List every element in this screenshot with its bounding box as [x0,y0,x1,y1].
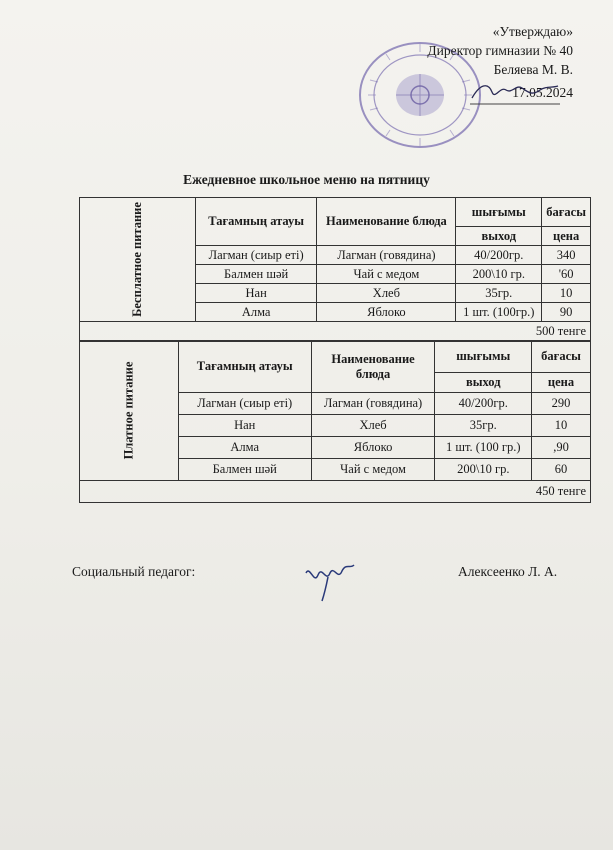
approval-name: Беляева М. В. [493,62,573,77]
dish-name-kz: Лагман (сиыр еті) [195,246,317,265]
dish-name-ru: Хлеб [311,415,435,437]
dish-name-kz: Балмен шәй [178,459,311,481]
dish-name-kz: Алма [178,437,311,459]
dish-name-kz: Балмен шәй [195,265,317,284]
teacher-signature-icon [300,555,360,603]
free-meals-table [79,197,591,342]
dish-name-kz: Нан [195,284,317,303]
header-price-ru: цена [542,227,591,246]
free-section-label: Бесплатное питание [129,202,144,317]
paid-section-label: Платное питание [121,361,136,460]
dish-price: 340 [542,246,591,265]
header-price-kz: бағасы [532,341,591,373]
header-out-ru: выход [435,373,532,393]
header-out-ru: выход [456,227,542,246]
dish-price: 60 [532,459,591,481]
dish-price: '60 [542,265,591,284]
dish-name-kz: Нан [178,415,311,437]
footer-name: Алексеенко Л. А. [458,564,558,579]
header-out-kz: шығымы [435,341,532,373]
header-price-kz: бағасы [542,198,591,227]
dish-output: 40/200гр. [456,246,542,265]
dish-name-ru: Чай с медом [311,459,435,481]
header-name-ru: Наименование блюда [317,198,456,246]
approval-position: Директор гимназии № 40 [427,43,573,58]
director-signature-icon [470,78,560,106]
dish-output: 35гр. [435,415,532,437]
dish-name-ru: Лагман (говядина) [311,393,435,415]
dish-output: 200\10 гр. [456,265,542,284]
paid-meals-table [79,340,591,503]
page-title: Ежедневное школьное меню на пятницу [183,172,430,187]
dish-name-ru: Хлеб [317,284,456,303]
dish-name-ru: Чай с медом [317,265,456,284]
dish-output: 40/200гр. [435,393,532,415]
footer-role: Социальный педагог: [72,564,196,579]
dish-output: 1 шт. (100гр.) [456,303,542,322]
dish-price: 290 [532,393,591,415]
dish-price: 10 [532,415,591,437]
dish-price: 10 [542,284,591,303]
dish-price: 90 [542,303,591,322]
dish-name-kz: Лагман (сиыр еті) [178,393,311,415]
approval-label: «Утверждаю» [492,24,573,39]
header-out-kz: шығымы [456,198,542,227]
paid-total: 450 тенге [80,481,591,503]
free-total: 500 тенге [80,322,591,342]
dish-name-kz: Алма [195,303,317,322]
approval-date: 17.05.2024 [512,85,573,100]
dish-output: 1 шт. (100 гр.) [435,437,532,459]
dish-output: 200\10 гр. [435,459,532,481]
dish-name-ru: Лагман (говядина) [317,246,456,265]
dish-name-ru: Яблоко [317,303,456,322]
free-section-label-cell [80,198,196,322]
header-name-kz: Тағамның атауы [178,341,311,393]
dish-name-ru: Яблоко [311,437,435,459]
header-name-ru: Наименование блюда [311,341,435,393]
header-name-kz: Тағамның атауы [195,198,317,246]
dish-output: 35гр. [456,284,542,303]
header-price-ru: цена [532,373,591,393]
dish-price: ,90 [532,437,591,459]
paid-section-label-cell [80,341,179,481]
